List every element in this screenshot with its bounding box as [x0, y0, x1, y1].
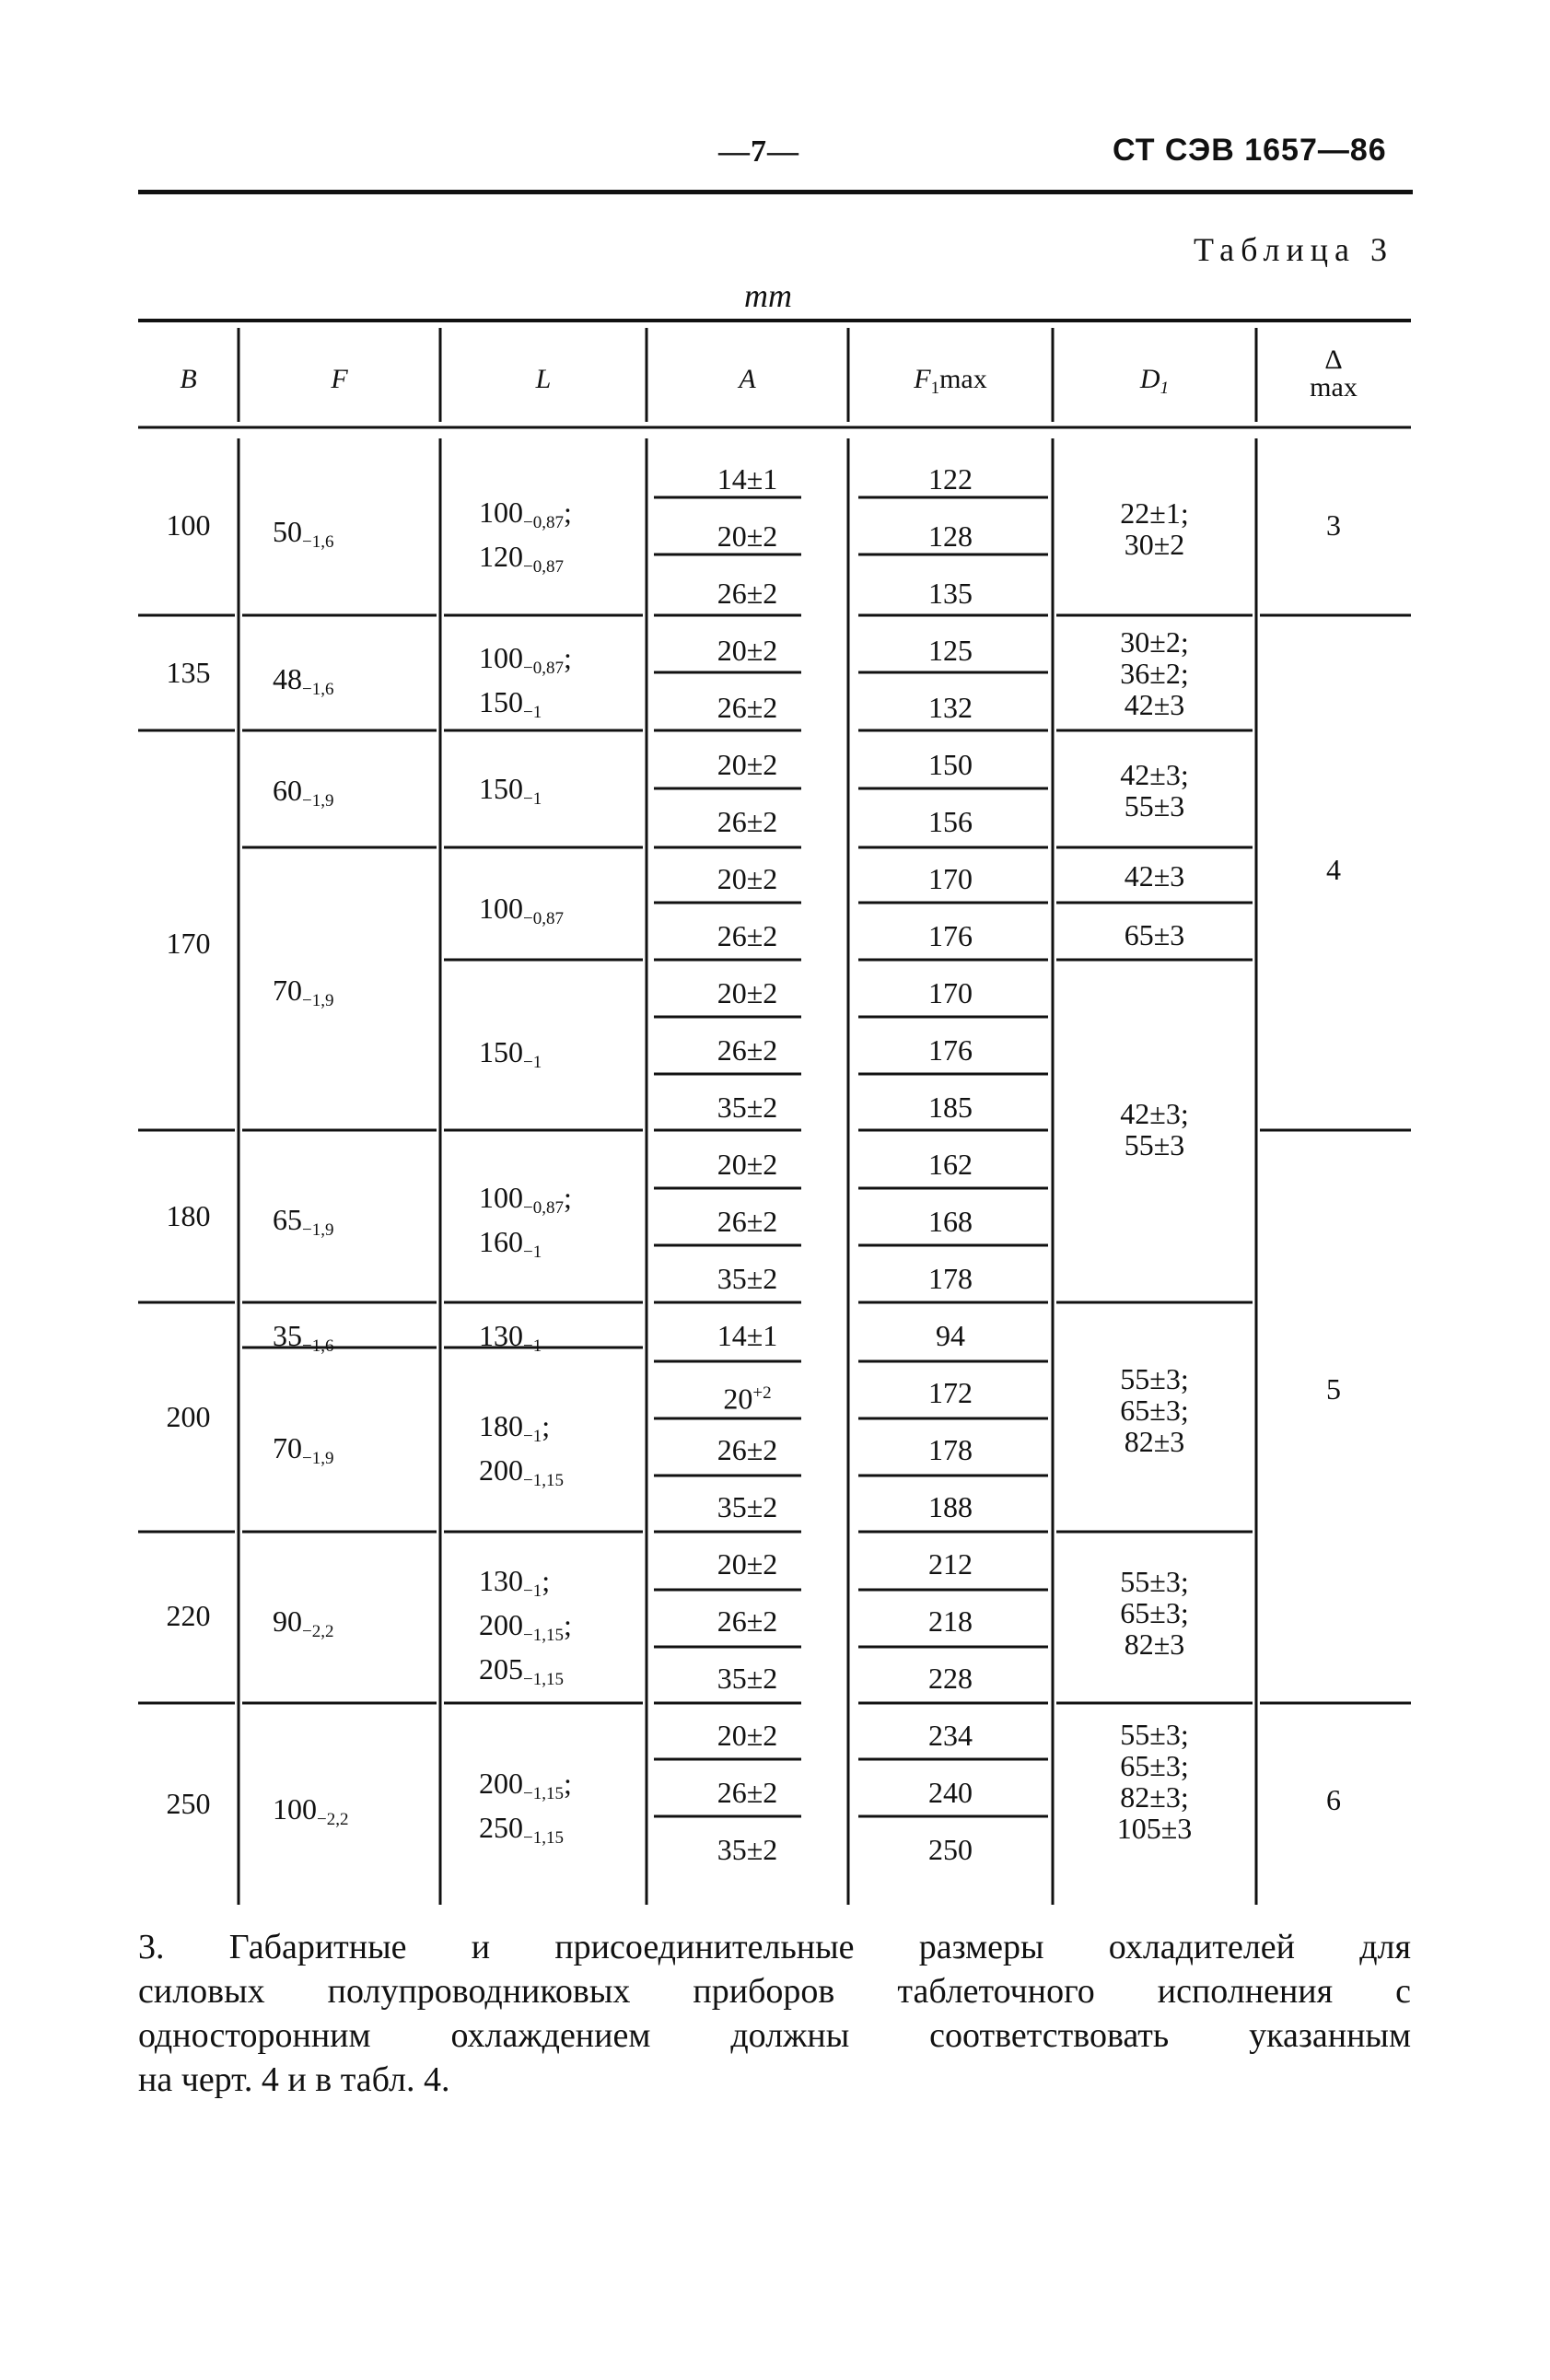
d1-value: 55±3;	[1120, 1565, 1189, 1598]
a-value	[647, 1205, 848, 1239]
l-value-sep: ;	[563, 1608, 572, 1641]
f-value-tol: −1,6	[302, 532, 334, 552]
a-value	[647, 805, 848, 839]
col-header-delta-symbol: Δ	[1324, 344, 1343, 375]
f-value-tol: −1,9	[302, 991, 334, 1010]
d1-value-group	[1053, 1363, 1256, 1457]
f-value-base: 48	[273, 662, 302, 695]
a-value-text: 35±2	[717, 1490, 778, 1523]
l-value-group	[479, 1035, 542, 1079]
d1-value: 42±3	[1124, 859, 1185, 892]
a-value-text: 20±2	[717, 862, 778, 895]
l-value-tol: −1	[523, 1427, 542, 1446]
a-value	[647, 1604, 848, 1639]
a-value	[647, 577, 848, 611]
l-value-base: 100	[479, 496, 523, 529]
f-value-base: 60	[273, 774, 302, 807]
l-value-base: 180	[479, 1409, 523, 1442]
a-value-text: 26±2	[717, 1433, 778, 1466]
standard-code: СТ СЭВ 1657—86	[1113, 133, 1387, 168]
table-title: Таблица 3	[1194, 231, 1393, 268]
d1-value: 65±3;	[1120, 1394, 1189, 1427]
a-value	[647, 462, 848, 496]
d1-value: 105±3	[1116, 1812, 1193, 1845]
d1-value: 55±3	[1124, 1128, 1185, 1161]
d1-value-group	[1053, 497, 1256, 560]
l-value-group	[479, 892, 564, 936]
d1-value: 36±2;	[1120, 657, 1189, 690]
f1max-value: 178	[928, 1433, 973, 1466]
a-value-text: 26±2	[717, 805, 778, 838]
f1max-value: 122	[928, 462, 973, 496]
a-value	[647, 862, 848, 896]
f1max-value: 170	[928, 976, 973, 1009]
d1-value: 65±3;	[1120, 1596, 1189, 1629]
d1-value: 55±3;	[1120, 1718, 1189, 1751]
l-value	[479, 1564, 572, 1608]
f1max-value: 94	[936, 1319, 965, 1352]
l-value-group	[479, 496, 572, 584]
f-value	[273, 1203, 333, 1247]
f1max-value: 218	[928, 1604, 973, 1638]
l-value	[479, 772, 542, 816]
b-value: 250	[166, 1787, 211, 1820]
l-value-tol: −1,15	[523, 1828, 564, 1848]
f-value	[273, 1792, 348, 1837]
d1-value: 55±3;	[1120, 1362, 1189, 1395]
d1-value-group	[1053, 626, 1256, 720]
d1-value: 55±3	[1124, 789, 1185, 822]
b-value: 220	[166, 1599, 211, 1632]
d1-value: 30±2	[1124, 528, 1185, 561]
l-value-tol: −0,87	[523, 513, 564, 532]
l-value	[479, 1409, 564, 1453]
col-header-l: L	[535, 364, 552, 394]
l-value	[479, 641, 572, 685]
f1max-value: 178	[928, 1262, 973, 1295]
col-header-f: F	[331, 364, 348, 394]
l-value-base: 120	[479, 540, 523, 573]
f-value-base: 65	[273, 1203, 302, 1236]
a-value-text: 26±2	[717, 577, 778, 610]
l-value-base: 100	[479, 1181, 523, 1214]
l-value-base: 100	[479, 892, 523, 925]
f-value	[273, 1319, 333, 1363]
l-value-base: 150	[479, 685, 523, 718]
a-value-text: 14±1	[717, 1319, 778, 1352]
d1-value-group	[1053, 860, 1256, 892]
a-value-text: 26±2	[717, 919, 778, 952]
l-value-base: 160	[479, 1225, 523, 1258]
l-value	[479, 1608, 572, 1652]
l-value	[479, 1767, 572, 1811]
a-value-text: 20±2	[717, 634, 778, 667]
col-header-a: A	[739, 364, 756, 394]
a-value	[647, 919, 848, 953]
a-value	[647, 1833, 848, 1867]
a-value-text: 20±2	[717, 748, 778, 781]
col-header-f1max	[848, 364, 1053, 399]
f1max-value: 185	[928, 1091, 973, 1124]
l-value	[479, 1811, 572, 1855]
a-value	[647, 976, 848, 1010]
f-value-base: 70	[273, 974, 302, 1007]
a-value	[647, 691, 848, 725]
l-value-base: 150	[479, 772, 523, 805]
a-value-text: 20±2	[717, 1719, 778, 1752]
d1-value-group	[1053, 919, 1256, 951]
l-value-group	[479, 1564, 572, 1697]
a-value-text: 35±2	[717, 1091, 778, 1124]
f-value	[273, 774, 333, 818]
l-value-group	[479, 641, 572, 729]
f1max-value: 132	[928, 691, 973, 724]
f-value-tol: −1,6	[302, 680, 334, 699]
l-value-tol: −1	[523, 1581, 542, 1601]
l-value-sep: ;	[563, 496, 572, 529]
a-value	[647, 1547, 848, 1581]
col-header-b: B	[180, 364, 197, 394]
d1-value: 82±3;	[1120, 1780, 1189, 1814]
delta-value: 5	[1326, 1372, 1341, 1406]
l-value-base: 200	[479, 1453, 523, 1487]
a-value	[647, 1776, 848, 1810]
d1-value: 82±3	[1124, 1628, 1185, 1661]
d1-value: 42±3	[1124, 688, 1185, 721]
d1-value: 65±3	[1124, 918, 1185, 951]
d1-value: 30±2;	[1120, 625, 1189, 659]
f-value-base: 70	[273, 1431, 302, 1464]
l-value	[479, 540, 572, 584]
d1-value: 42±3;	[1120, 758, 1189, 791]
f1max-value: 125	[928, 634, 973, 667]
page-number: —7—	[718, 134, 799, 169]
f1max-value: 188	[928, 1490, 973, 1523]
l-value-tol: −1	[523, 1053, 542, 1072]
body-paragraph	[138, 1925, 1411, 2102]
col-header-f1max-sub: 1	[930, 379, 940, 398]
f1max-value: 250	[928, 1833, 973, 1866]
l-value-group	[479, 1319, 542, 1363]
col-header-d1-sub: 1	[1160, 379, 1170, 398]
l-value-tol: −0,87	[523, 1198, 564, 1218]
a-value	[647, 1719, 848, 1753]
l-value	[479, 1453, 564, 1498]
d1-value-group	[1053, 759, 1256, 822]
l-value	[479, 685, 572, 729]
l-value-group	[479, 1181, 572, 1269]
f-value-base: 50	[273, 515, 302, 548]
d1-value-group	[1053, 1566, 1256, 1660]
f-value-tol: −2,2	[317, 1810, 349, 1829]
f1max-value: 135	[928, 577, 973, 610]
l-value-tol: −1,15	[523, 1784, 564, 1803]
f1max-value: 128	[928, 519, 973, 553]
delta-value: 3	[1326, 508, 1341, 542]
f-value	[273, 662, 333, 706]
a-value	[647, 1376, 848, 1417]
f-value	[273, 515, 333, 559]
l-value-base: 200	[479, 1608, 523, 1641]
f1max-value: 176	[928, 919, 973, 952]
a-value-text: 35±2	[717, 1833, 778, 1866]
paragraph-line: на черт. 4 и в табл. 4.	[138, 2060, 450, 2099]
a-value-text: 26±2	[717, 1205, 778, 1238]
f1max-value: 162	[928, 1148, 973, 1181]
l-value-sep: ;	[563, 1181, 572, 1214]
col-header-delta-max: max	[1310, 372, 1358, 402]
a-value-text: 35±2	[717, 1662, 778, 1695]
col-header-f1max-rest: max	[939, 364, 987, 394]
l-value-sep: ;	[542, 1409, 551, 1442]
l-value-tol: −1,15	[523, 1670, 564, 1689]
l-value-base: 130	[479, 1319, 523, 1352]
b-value: 200	[166, 1400, 211, 1433]
l-value	[479, 1319, 542, 1363]
l-value-base: 150	[479, 1035, 523, 1068]
d1-value: 65±3;	[1120, 1749, 1189, 1782]
f-value	[273, 974, 333, 1018]
l-value-sep: ;	[563, 1767, 572, 1800]
a-value-sup: +2	[752, 1383, 772, 1403]
a-value-text: 35±2	[717, 1262, 778, 1295]
a-value-text: 26±2	[717, 1604, 778, 1638]
l-value-sep: ;	[563, 641, 572, 674]
a-value	[647, 1033, 848, 1068]
f1max-value: 228	[928, 1662, 973, 1695]
l-value-tol: −1,15	[523, 1626, 564, 1645]
f1max-value: 172	[928, 1376, 973, 1409]
f1max-value: 150	[928, 748, 973, 781]
f-value-tol: −1,9	[302, 1449, 334, 1468]
f-value-base: 90	[273, 1604, 302, 1638]
d1-value-group	[1053, 1719, 1256, 1844]
f1max-value: 176	[928, 1033, 973, 1067]
b-value: 180	[166, 1199, 211, 1232]
a-value	[647, 1148, 848, 1182]
a-value	[647, 748, 848, 782]
a-value-text: 26±2	[717, 691, 778, 724]
l-value-base: 250	[479, 1811, 523, 1844]
l-value-tol: −1	[523, 1242, 542, 1262]
l-value-base: 200	[479, 1767, 523, 1800]
d1-value: 22±1;	[1120, 496, 1189, 530]
a-value-text: 14±1	[717, 462, 778, 496]
l-value-base: 130	[479, 1564, 523, 1597]
f1max-value: 156	[928, 805, 973, 838]
col-header-f1max-letter: F	[914, 364, 931, 394]
f1max-value: 168	[928, 1205, 973, 1238]
l-value-tol: −1	[523, 789, 542, 809]
l-value-tol: −1	[523, 703, 542, 722]
f-value-base: 100	[273, 1792, 317, 1826]
a-value	[647, 1091, 848, 1125]
col-header-delta	[1256, 346, 1411, 402]
a-value-text: 20±2	[717, 1148, 778, 1181]
a-value-text: 20±2	[717, 976, 778, 1009]
delta-value: 4	[1326, 853, 1341, 886]
d1-value-group	[1053, 1098, 1256, 1161]
f-value-tol: −1,9	[302, 791, 334, 811]
f-value	[273, 1604, 333, 1649]
b-value: 170	[166, 927, 211, 960]
d1-value: 42±3;	[1120, 1097, 1189, 1130]
f-value	[273, 1431, 333, 1476]
l-value-tol: −1	[523, 1336, 542, 1356]
l-value-base: 205	[479, 1652, 523, 1686]
f1max-value: 234	[928, 1719, 973, 1752]
l-value	[479, 1181, 572, 1225]
l-value	[479, 1035, 542, 1079]
a-value-text: 20±2	[717, 1547, 778, 1581]
l-value-group	[479, 1409, 564, 1498]
paragraph-line: силовых полупроводниковых приборов таблеточного исполнения с	[138, 1972, 1411, 2011]
f1max-value: 170	[928, 862, 973, 895]
l-value	[479, 1225, 572, 1269]
l-value-group	[479, 772, 542, 816]
paragraph-line: 3. Габаритные и присоединительные размеры охладителей для	[138, 1928, 1411, 1966]
col-header-d1	[1053, 364, 1256, 399]
a-value-text: 20±2	[717, 519, 778, 553]
f-value-tol: −1,6	[302, 1336, 334, 1356]
f-value-tol: −1,9	[302, 1220, 334, 1240]
table-units: mm	[744, 277, 792, 314]
l-value-tol: −1,15	[523, 1471, 564, 1490]
l-value-base: 100	[479, 641, 523, 674]
a-value	[647, 634, 848, 668]
f-value-tol: −2,2	[302, 1622, 334, 1641]
l-value-tol: −0,87	[523, 659, 564, 678]
f1max-value: 212	[928, 1547, 973, 1581]
a-value	[647, 1262, 848, 1296]
col-header-d1-letter: D	[1139, 364, 1160, 394]
l-value	[479, 496, 572, 540]
l-value	[479, 892, 564, 936]
a-value-text: 26±2	[717, 1033, 778, 1067]
l-value-group	[479, 1767, 572, 1855]
a-value	[647, 1433, 848, 1467]
a-value	[647, 1319, 848, 1353]
b-value: 135	[166, 656, 211, 689]
l-value-tol: −0,87	[523, 909, 564, 928]
a-value	[647, 1490, 848, 1524]
l-value-tol: −0,87	[523, 557, 564, 577]
a-value-text: 26±2	[717, 1776, 778, 1809]
b-value: 100	[166, 508, 211, 542]
a-value	[647, 1662, 848, 1696]
f-value-base: 35	[273, 1319, 302, 1352]
a-value	[647, 519, 848, 554]
delta-value: 6	[1326, 1783, 1341, 1816]
l-value	[479, 1652, 572, 1697]
a-value-text: 20	[723, 1382, 753, 1416]
paragraph-line: односторонним охлаждением должны соответствовать указанным	[138, 2016, 1411, 2055]
f1max-value: 240	[928, 1776, 973, 1809]
d1-value: 82±3	[1124, 1425, 1185, 1458]
l-value-sep: ;	[542, 1564, 551, 1597]
